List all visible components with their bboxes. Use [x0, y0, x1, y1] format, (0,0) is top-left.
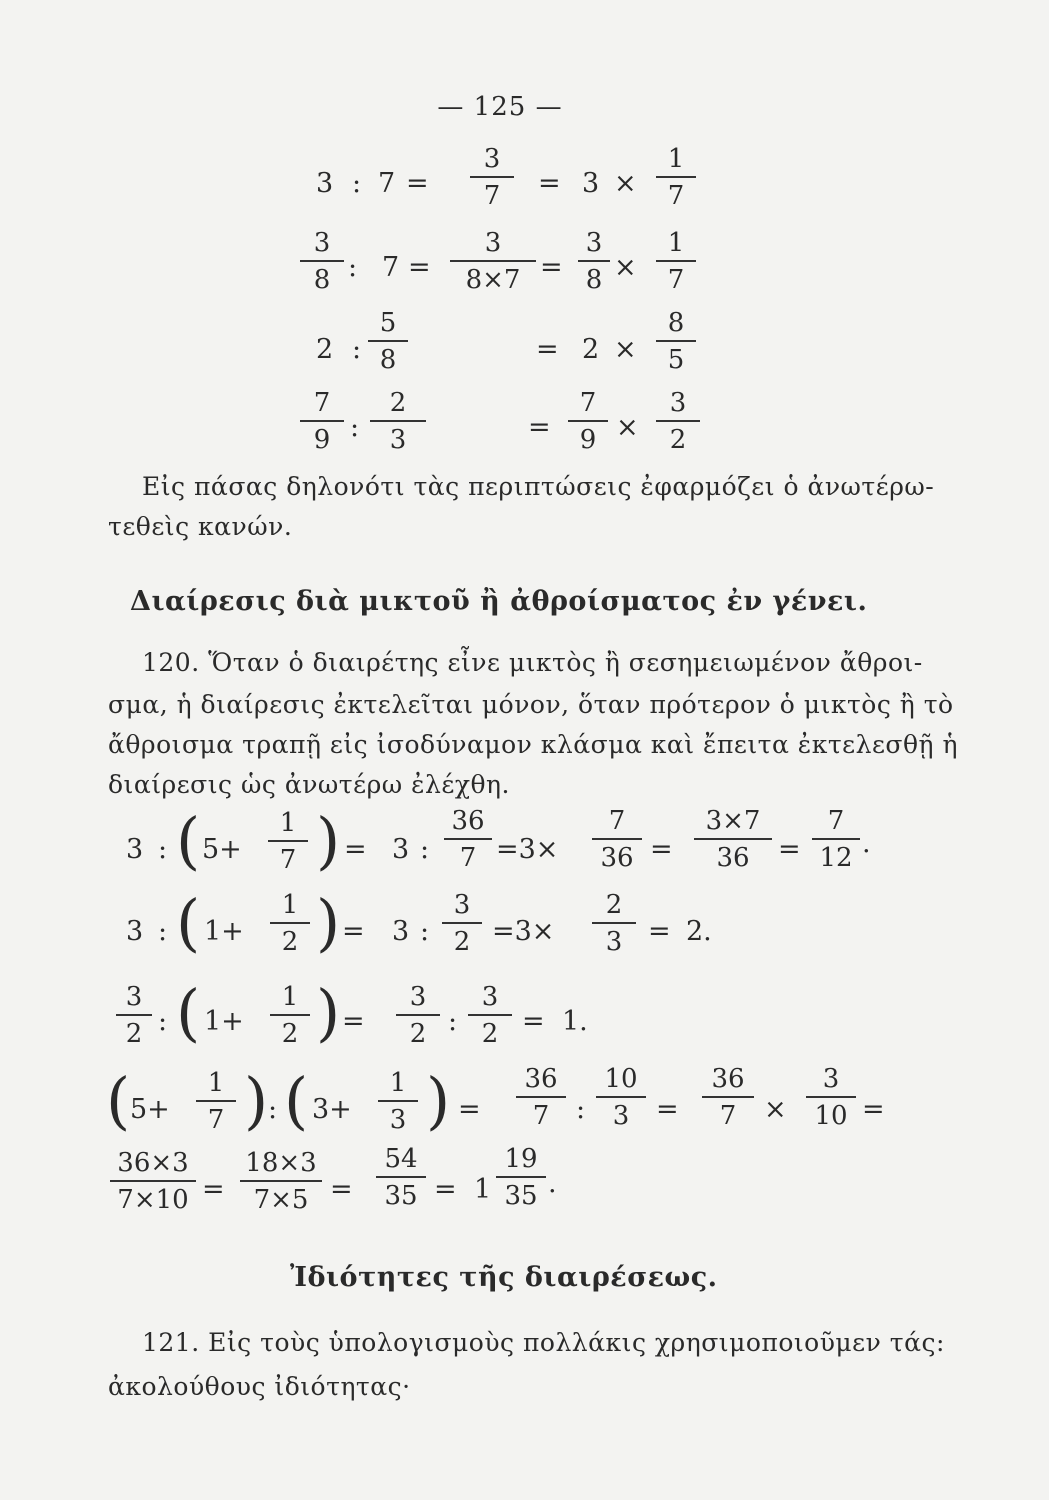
- equals-sign: =: [778, 834, 801, 865]
- fraction: 36 7: [516, 1066, 566, 1129]
- paragraph-120-line-1: 120. Ὅταν ὁ διαιρέτης εἶνε μικτὸς ἢ σεσημειωμένον ἄθροι-: [142, 648, 923, 677]
- colon: :: [420, 916, 430, 947]
- number: 2: [316, 334, 334, 365]
- times-sign: ×: [616, 412, 639, 443]
- paragraph-120-line-3: ἄθροισμα τραπῇ εἰς ἰσοδύναμον κλάσμα καὶ ἔπειτα ἐκτελεσθῇ ἡ: [108, 730, 958, 759]
- left-paren: (: [176, 804, 201, 877]
- equals-sign: =: [202, 1174, 225, 1205]
- number: 7: [382, 252, 400, 283]
- number: 3: [316, 168, 334, 199]
- times-sign: ×: [764, 1094, 787, 1125]
- fraction: 3 2: [656, 390, 700, 453]
- equals-sign: =: [344, 834, 367, 865]
- result: 2.: [686, 916, 712, 947]
- period: .: [548, 1168, 557, 1199]
- fraction: 19 35: [496, 1146, 546, 1209]
- colon: :: [158, 834, 168, 865]
- left-paren: (: [176, 976, 201, 1049]
- fraction: 1 7: [268, 810, 308, 873]
- fraction: 1 2: [270, 984, 310, 1047]
- equals-sign: =: [406, 168, 429, 199]
- right-paren: ): [316, 886, 341, 959]
- number: 3: [582, 168, 600, 199]
- equals-sign: =: [342, 1006, 365, 1037]
- equals-sign: =: [408, 252, 431, 283]
- right-paren: ): [316, 976, 341, 1049]
- fraction: 1 2: [270, 892, 310, 955]
- fraction: 2 3: [370, 390, 426, 453]
- times-sign: ×: [614, 168, 637, 199]
- fraction: 7 9: [300, 390, 344, 453]
- fraction: 3 7: [470, 146, 514, 209]
- fraction: 36 7: [702, 1066, 754, 1129]
- fraction: 10 3: [596, 1066, 646, 1129]
- whole-number: 1: [474, 1174, 492, 1205]
- fraction: 54 35: [376, 1146, 426, 1209]
- fraction: 18×3 7×5: [240, 1150, 322, 1213]
- fraction: 3 2: [396, 984, 440, 1047]
- fraction: 3 8×7: [450, 230, 536, 293]
- fraction: 3 2: [442, 892, 482, 955]
- number: 3: [392, 916, 410, 947]
- fraction: 36 7: [444, 808, 492, 871]
- times-sign: ×: [614, 334, 637, 365]
- number: 3: [392, 834, 410, 865]
- rule-text-line-2: τεθεὶς κανών.: [108, 512, 293, 541]
- number: 3: [126, 834, 144, 865]
- colon: :: [420, 834, 430, 865]
- equals-sign: =: [522, 1006, 545, 1037]
- number: 7: [378, 168, 396, 199]
- paragraph-121-line-1: 121. Εἰς τοὺς ὑπολογισμοὺς πολλάκις χρησιμοποιοῦμεν τάς:: [142, 1328, 945, 1357]
- colon: :: [576, 1094, 586, 1125]
- fraction: 1 7: [656, 146, 696, 209]
- left-paren: (: [106, 1064, 131, 1137]
- result: 1.: [562, 1006, 588, 1037]
- fraction: 8 5: [656, 310, 696, 373]
- equals-sign: =: [434, 1174, 457, 1205]
- equals-sign: =: [528, 412, 551, 443]
- fraction: 1 3: [378, 1070, 418, 1133]
- times-sign: ×: [614, 252, 637, 283]
- mixed-whole: 1+: [204, 916, 244, 947]
- equals-sign: =: [656, 1094, 679, 1125]
- number: 3: [126, 916, 144, 947]
- page-number: — 125 —: [437, 92, 563, 122]
- equals-sign: =: [540, 252, 563, 283]
- right-paren: ): [316, 804, 341, 877]
- mixed-whole: 1+: [204, 1006, 244, 1037]
- fraction: 1 7: [656, 230, 696, 293]
- colon: :: [268, 1094, 278, 1125]
- left-paren: (: [284, 1064, 309, 1137]
- equals-sign: =: [342, 916, 365, 947]
- equals-sign: =: [648, 916, 671, 947]
- paragraph-120-line-2: σμα, ἡ διαίρεσις ἐκτελεῖται μόνον, ὅταν πρότερον ὁ μικτὸς ἢ τὸ: [108, 690, 954, 719]
- right-paren: ): [426, 1064, 451, 1137]
- section-heading: Διαίρεσις διὰ μικτοῦ ἢ ἀθροίσματος ἐν γένει.: [130, 586, 868, 617]
- fraction: 3 8: [578, 230, 610, 293]
- fraction: 3 10: [806, 1066, 856, 1129]
- equals-times: =3×: [496, 834, 559, 865]
- colon: :: [352, 168, 362, 199]
- fraction: 3 2: [468, 984, 512, 1047]
- equals-sign: =: [650, 834, 673, 865]
- fraction: 1 7: [196, 1070, 236, 1133]
- mixed-whole: 5+: [130, 1094, 170, 1125]
- paragraph-121-line-2: ἀκολούθους ἰδιότητας·: [108, 1372, 411, 1401]
- equals-sign: =: [862, 1094, 885, 1125]
- colon: :: [352, 334, 362, 365]
- fraction: 7 36: [592, 808, 642, 871]
- section-heading: Ἰδιότητες τῆς διαιρέσεως.: [290, 1262, 718, 1293]
- fraction: 3 2: [116, 984, 152, 1047]
- rule-text-line-1: Εἰς πάσας δηλονότι τὰς περιπτώσεις ἐφαρμόζει ὁ ἀνωτέρω-: [142, 472, 935, 501]
- colon: :: [350, 412, 360, 443]
- mixed-whole: 5+: [202, 834, 242, 865]
- equals-sign: =: [536, 334, 559, 365]
- left-paren: (: [176, 886, 201, 959]
- mixed-whole: 3+: [312, 1094, 352, 1125]
- paragraph-120-line-4: διαίρεσις ὡς ἀνωτέρω ἐλέχθη.: [108, 770, 510, 799]
- fraction: 7 9: [568, 390, 608, 453]
- fraction: 3 8: [300, 230, 344, 293]
- colon: :: [448, 1006, 458, 1037]
- fraction: 2 3: [592, 892, 636, 955]
- fraction: 5 8: [368, 310, 408, 373]
- equals-sign: =: [458, 1094, 481, 1125]
- right-paren: ): [244, 1064, 269, 1137]
- fraction: 36×3 7×10: [110, 1150, 196, 1213]
- colon: :: [158, 1006, 168, 1037]
- equals-sign: =: [330, 1174, 353, 1205]
- colon: :: [348, 252, 358, 283]
- colon: :: [158, 916, 168, 947]
- fraction: 3×7 36: [694, 808, 772, 871]
- number: 2: [582, 334, 600, 365]
- fraction: 7 12: [812, 808, 860, 871]
- period: .: [862, 828, 871, 859]
- equals-sign: =: [538, 168, 561, 199]
- equals-times: =3×: [492, 916, 555, 947]
